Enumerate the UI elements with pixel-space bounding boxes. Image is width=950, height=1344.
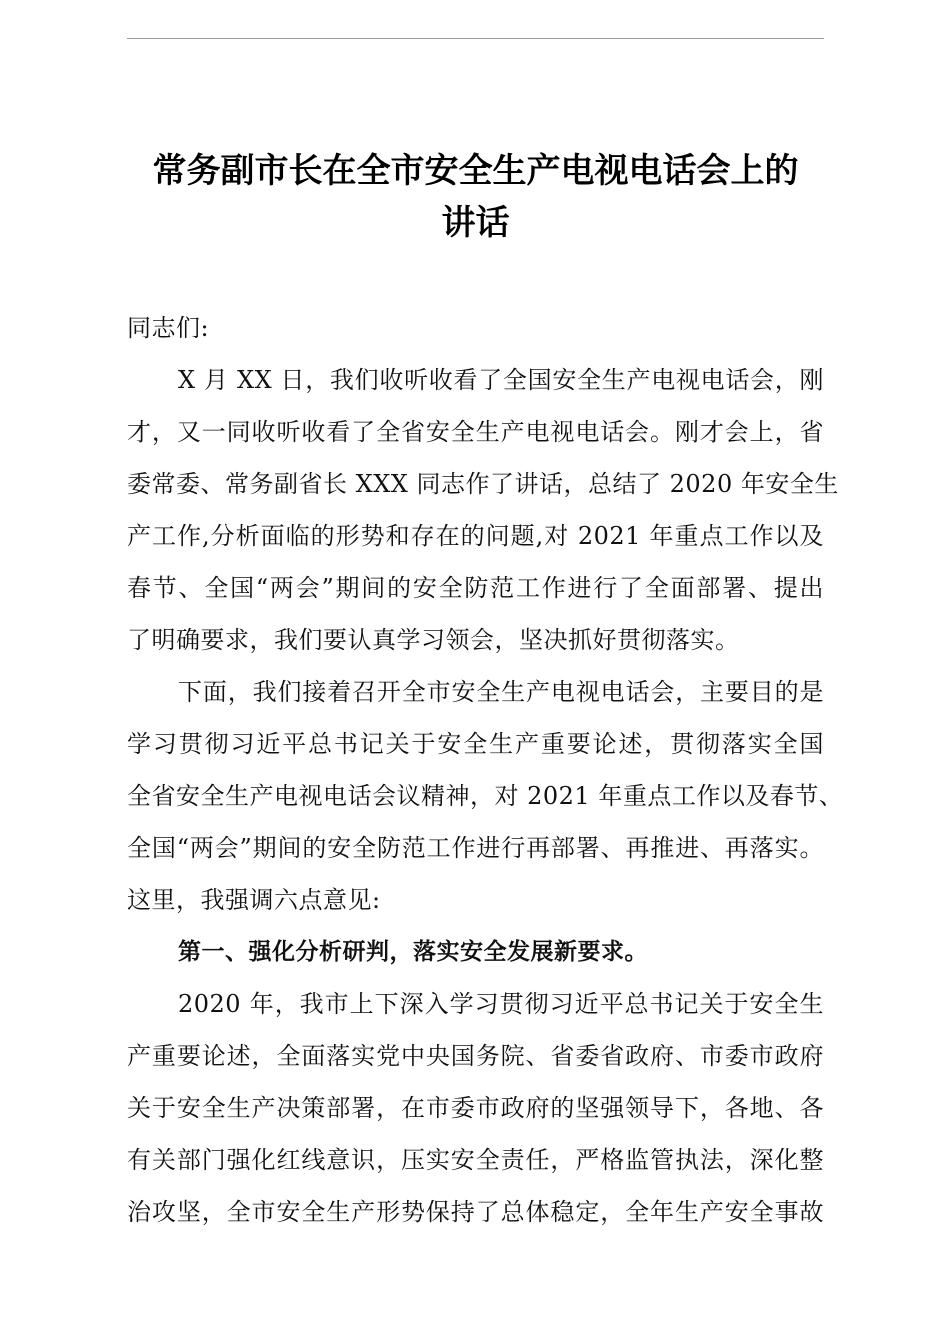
paragraph-2	[127, 666, 844, 926]
paragraph-line: 全国“两会”期间的安全防范工作进行再部署、再推进、再落实。	[127, 834, 824, 862]
paragraph-line: 这里，我强调六点意见:	[127, 886, 381, 914]
document-body	[127, 302, 844, 1238]
paragraph-line: 产重要论述，全面落实党中央国务院、省委省政府、市委市政府	[127, 1042, 824, 1070]
paragraph-line: 2020 年，我市上下深入学习贯彻习近平总书记关于安全生	[178, 990, 824, 1018]
paragraph-3	[127, 978, 824, 1238]
paragraph-line: 春节、全国“两会”期间的安全防范工作进行了全面部署、提出	[127, 574, 824, 602]
title-line-1: 常务副市长在全市安全生产电视电话会上的	[152, 151, 799, 191]
paragraph-line: 了明确要求，我们要认真学习领会，坚决抓好贯彻落实。	[127, 626, 740, 654]
paragraph-line: 治攻坚，全市安全生产形势保持了总体稳定，全年生产安全事故	[127, 1198, 824, 1226]
paragraph-line: 学习贯彻习近平总书记关于安全生产重要论述，贯彻落实全国	[127, 730, 824, 758]
paragraph-line: 产工作,分析面临的形势和存在的问题,对 2021 年重点工作以及	[127, 522, 824, 550]
paragraph-line: 有关部门强化红线意识，压实安全责任，严格监管执法，深化整	[127, 1146, 824, 1174]
paragraph-line: 才，又一同收听收看了全省安全生产电视电话会。刚才会上，省	[127, 418, 824, 446]
paragraph-1	[127, 354, 839, 666]
header-rule	[127, 38, 824, 39]
paragraph-line: 关于安全生产决策部署，在市委市政府的坚强领导下，各地、各	[127, 1094, 824, 1122]
paragraph-line: 下面，我们接着召开全市安全生产电视电话会，主要目的是	[178, 678, 824, 706]
paragraph-line: 委常委、常务副省长 XXX 同志作了讲话，总结了 2020 年安全生	[127, 470, 839, 498]
salutation: 同志们:	[127, 314, 210, 342]
document-title	[127, 145, 824, 249]
section-heading-1: 第一、强化分析研判，落实安全发展新要求。	[178, 939, 648, 965]
paragraph-line: 全省安全生产电视电话会议精神，对 2021 年重点工作以及春节、	[127, 782, 844, 810]
title-line-2: 讲话	[441, 203, 510, 243]
paragraph-line: X 月 XX 日，我们收听收看了全国安全生产电视电话会，刚	[178, 366, 824, 394]
